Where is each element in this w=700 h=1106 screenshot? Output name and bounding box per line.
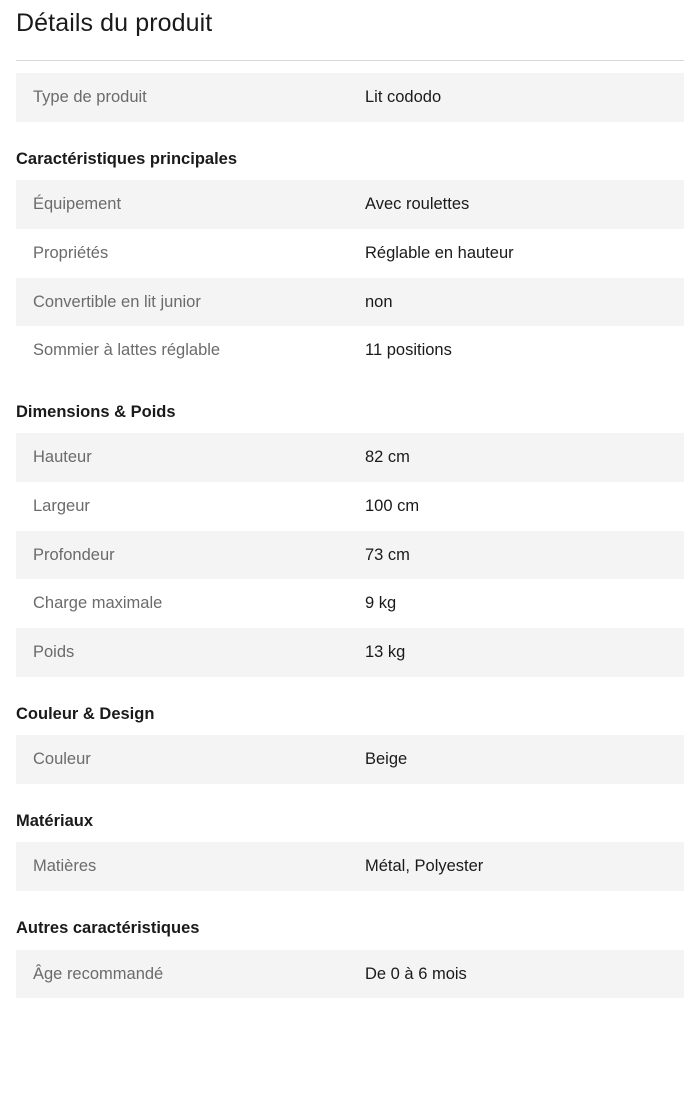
spec-label: Type de produit: [33, 88, 147, 106]
section-heading: Caractéristiques principales: [16, 149, 238, 168]
spec-value: 11 positions: [365, 341, 452, 360]
spec-value: Avec roulettes: [365, 195, 470, 214]
spec-label: Propriétés: [33, 243, 109, 262]
section-heading: Couleur & Design: [16, 704, 155, 723]
spec-value: 100 cm: [365, 497, 420, 515]
table-row: [16, 842, 684, 891]
spec-label: Âge recommandé: [33, 964, 164, 983]
table-row: [16, 73, 684, 122]
table-row: [16, 735, 684, 784]
spec-table: [16, 180, 684, 375]
section-materiaux: [16, 784, 684, 891]
spec-value: Réglable en hauteur: [365, 243, 514, 262]
spec-table: [16, 735, 684, 784]
section-couleur-design: [16, 677, 684, 784]
spec-table: [16, 433, 684, 676]
section-heading: Autres caractéristiques: [16, 919, 200, 937]
product-type-table: [16, 73, 684, 122]
spec-label: Convertible en lit junior: [33, 292, 201, 311]
table-row: [16, 950, 684, 999]
section-dimensions-poids: [16, 375, 684, 677]
spec-label: Couleur: [33, 750, 91, 769]
section-heading: Dimensions & Poids: [16, 402, 176, 421]
spec-value: Métal, Polyester: [365, 857, 484, 876]
table-row: [16, 326, 684, 375]
table-row: [16, 628, 684, 677]
table-row: [16, 531, 684, 580]
table-row: [16, 180, 684, 229]
spec-value: 13 kg: [365, 642, 406, 661]
spec-table: [16, 842, 684, 891]
table-row: [16, 482, 684, 531]
spec-label: Hauteur: [33, 448, 92, 467]
spec-value: Beige: [365, 750, 408, 769]
spec-label: Largeur: [33, 497, 90, 515]
product-type-section: [16, 61, 684, 122]
page-title: Détails du produit: [16, 9, 213, 37]
table-row: [16, 579, 684, 628]
spec-label: Équipement: [33, 195, 122, 214]
spec-table: [16, 950, 684, 999]
spec-value: De 0 à 6 mois: [365, 964, 467, 983]
section-caracteristiques-principales: [16, 122, 684, 375]
spec-label: Charge maximale: [33, 594, 163, 613]
table-row: [16, 433, 684, 482]
spec-label: Poids: [33, 642, 75, 661]
spec-value: 73 cm: [365, 545, 410, 564]
spec-value: 9 kg: [365, 594, 397, 613]
table-row: [16, 278, 684, 327]
spec-label: Sommier à lattes réglable: [33, 341, 221, 360]
spec-label: Profondeur: [33, 545, 115, 564]
spec-label: Matières: [33, 857, 97, 876]
section-autres-caracteristiques: [16, 891, 684, 998]
section-heading: Matériaux: [16, 811, 94, 830]
spec-value: non: [365, 292, 393, 311]
table-row: [16, 229, 684, 278]
spec-value: 82 cm: [365, 448, 410, 467]
spec-value: Lit cododo: [365, 88, 442, 106]
